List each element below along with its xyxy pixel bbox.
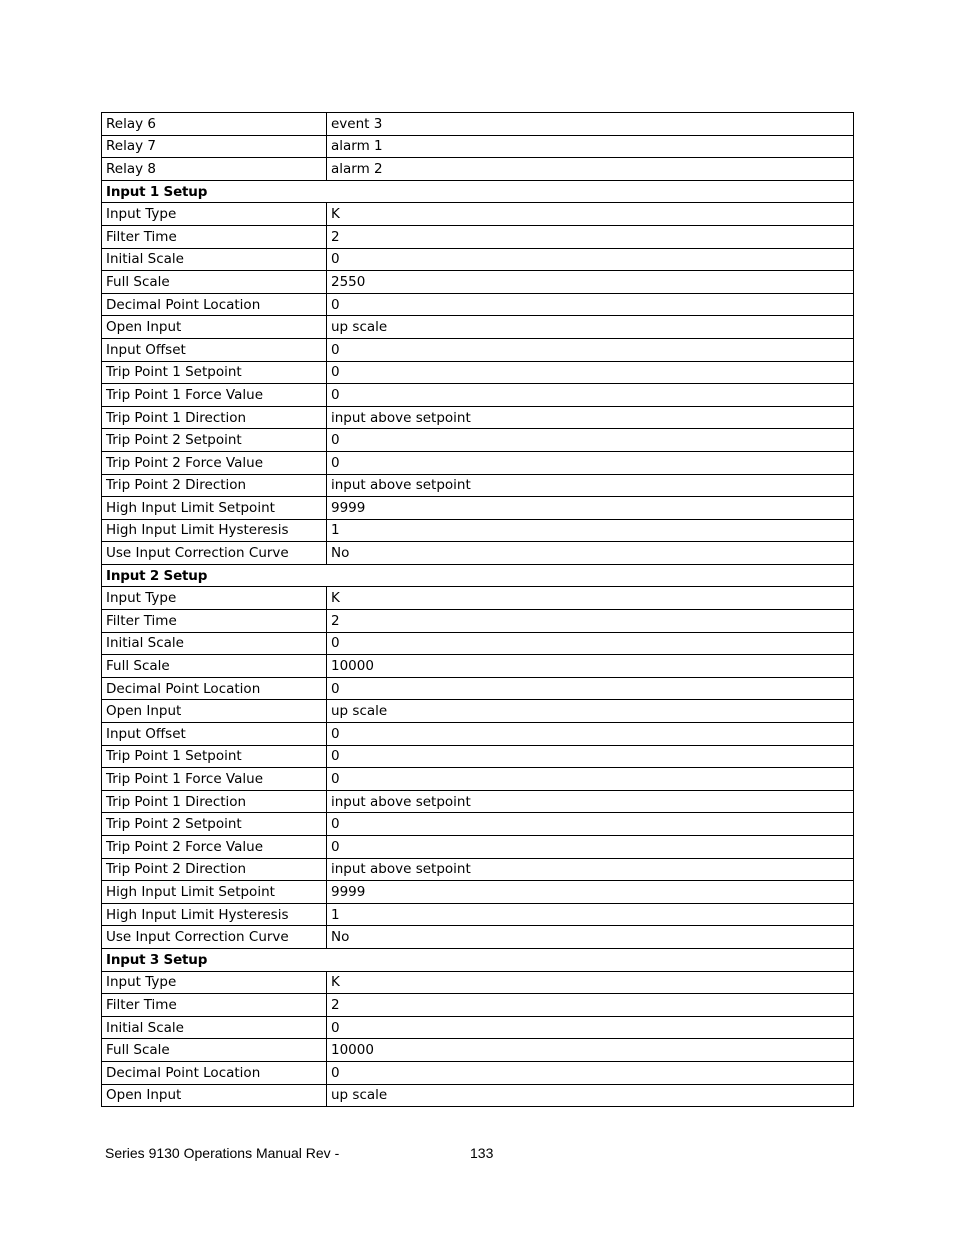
table-row: [102, 858, 854, 881]
table-row: [102, 542, 854, 565]
parameter-value: 0: [327, 1016, 854, 1039]
parameter-value: up scale: [327, 1084, 854, 1107]
table-row: [102, 406, 854, 429]
parameter-value: event 3: [327, 113, 854, 136]
parameter-value: K: [327, 971, 854, 994]
parameter-value: 2550: [327, 271, 854, 294]
parameter-name: Trip Point 1 Direction: [102, 790, 327, 813]
section-title: Input 3 Setup: [102, 948, 854, 971]
parameter-value: No: [327, 542, 854, 565]
parameter-value: No: [327, 926, 854, 949]
table-row: [102, 1084, 854, 1107]
table-row: [102, 225, 854, 248]
parameter-name: Decimal Point Location: [102, 677, 327, 700]
section-title: Input 1 Setup: [102, 180, 854, 203]
parameter-name: High Input Limit Hysteresis: [102, 903, 327, 926]
table-row: [102, 994, 854, 1017]
parameter-value: 0: [327, 836, 854, 859]
parameter-value: 0: [327, 745, 854, 768]
parameter-value: input above setpoint: [327, 858, 854, 881]
parameter-name: Open Input: [102, 1084, 327, 1107]
table-row: [102, 474, 854, 497]
parameter-name: Full Scale: [102, 655, 327, 678]
table-row: [102, 610, 854, 633]
parameter-value: 2: [327, 610, 854, 633]
table-row: [102, 429, 854, 452]
parameter-name: Decimal Point Location: [102, 293, 327, 316]
table-row: [102, 293, 854, 316]
parameter-value: input above setpoint: [327, 790, 854, 813]
settings-table-body: [102, 113, 854, 1107]
table-row: [102, 248, 854, 271]
table-row: [102, 384, 854, 407]
parameter-name: Trip Point 2 Direction: [102, 858, 327, 881]
table-row: [102, 451, 854, 474]
parameter-value: up scale: [327, 316, 854, 339]
parameter-name: Trip Point 1 Setpoint: [102, 361, 327, 384]
table-row: [102, 632, 854, 655]
parameter-value: input above setpoint: [327, 474, 854, 497]
table-row: [102, 158, 854, 181]
parameter-value: 0: [327, 248, 854, 271]
table-row: [102, 519, 854, 542]
table-row: [102, 655, 854, 678]
parameter-name: Trip Point 2 Setpoint: [102, 813, 327, 836]
parameter-value: 0: [327, 361, 854, 384]
parameter-name: Initial Scale: [102, 1016, 327, 1039]
table-row: [102, 1039, 854, 1062]
parameter-name: Trip Point 2 Setpoint: [102, 429, 327, 452]
parameter-value: 10000: [327, 1039, 854, 1062]
parameter-name: Input Type: [102, 587, 327, 610]
parameter-value: 10000: [327, 655, 854, 678]
parameter-value: alarm 1: [327, 135, 854, 158]
parameter-name: Trip Point 2 Direction: [102, 474, 327, 497]
table-row: [102, 587, 854, 610]
parameter-name: Initial Scale: [102, 632, 327, 655]
parameter-name: Decimal Point Location: [102, 1061, 327, 1084]
parameter-name: High Input Limit Setpoint: [102, 881, 327, 904]
section-header-row: [102, 948, 854, 971]
table-row: [102, 926, 854, 949]
parameter-value: 0: [327, 429, 854, 452]
table-row: [102, 135, 854, 158]
parameter-value: 0: [327, 384, 854, 407]
table-row: [102, 971, 854, 994]
section-title: Input 2 Setup: [102, 564, 854, 587]
parameter-name: Full Scale: [102, 1039, 327, 1062]
table-row: [102, 203, 854, 226]
footer-page-number: 133: [470, 1145, 494, 1161]
parameter-value: 0: [327, 768, 854, 791]
parameter-name: High Input Limit Setpoint: [102, 497, 327, 520]
table-row: [102, 790, 854, 813]
table-row: [102, 1016, 854, 1039]
table-row: [102, 903, 854, 926]
parameter-value: 2: [327, 225, 854, 248]
parameter-name: Full Scale: [102, 271, 327, 294]
parameter-name: Open Input: [102, 700, 327, 723]
parameter-value: 2: [327, 994, 854, 1017]
parameter-name: Filter Time: [102, 610, 327, 633]
parameter-value: 0: [327, 451, 854, 474]
parameter-name: Input Offset: [102, 338, 327, 361]
parameter-name: Trip Point 2 Force Value: [102, 836, 327, 859]
table-row: [102, 813, 854, 836]
section-header-row: [102, 564, 854, 587]
parameter-value: 9999: [327, 881, 854, 904]
parameter-name: Input Type: [102, 971, 327, 994]
parameter-value: 0: [327, 632, 854, 655]
table-row: [102, 1061, 854, 1084]
parameter-name: Use Input Correction Curve: [102, 926, 327, 949]
parameter-value: K: [327, 203, 854, 226]
parameter-name: Initial Scale: [102, 248, 327, 271]
parameter-name: Input Offset: [102, 723, 327, 746]
table-row: [102, 361, 854, 384]
parameter-value: 1: [327, 903, 854, 926]
parameter-name: Relay 8: [102, 158, 327, 181]
parameter-name: Input Type: [102, 203, 327, 226]
table-row: [102, 497, 854, 520]
parameter-value: input above setpoint: [327, 406, 854, 429]
parameter-value: 0: [327, 723, 854, 746]
parameter-name: Open Input: [102, 316, 327, 339]
parameter-value: 0: [327, 677, 854, 700]
parameter-name: Relay 6: [102, 113, 327, 136]
table-row: [102, 881, 854, 904]
table-row: [102, 271, 854, 294]
parameter-value: 0: [327, 813, 854, 836]
table-row: [102, 113, 854, 136]
table-row: [102, 768, 854, 791]
parameter-name: Trip Point 1 Direction: [102, 406, 327, 429]
parameter-name: Trip Point 1 Setpoint: [102, 745, 327, 768]
table-row: [102, 723, 854, 746]
table-row: [102, 677, 854, 700]
parameter-name: High Input Limit Hysteresis: [102, 519, 327, 542]
table-row: [102, 700, 854, 723]
parameter-value: up scale: [327, 700, 854, 723]
table-row: [102, 338, 854, 361]
parameter-value: K: [327, 587, 854, 610]
parameter-value: 9999: [327, 497, 854, 520]
footer-manual-title: Series 9130 Operations Manual Rev -: [105, 1145, 340, 1161]
parameter-value: 0: [327, 1061, 854, 1084]
parameter-name: Trip Point 1 Force Value: [102, 384, 327, 407]
parameter-name: Filter Time: [102, 225, 327, 248]
parameter-value: alarm 2: [327, 158, 854, 181]
section-header-row: [102, 180, 854, 203]
parameter-name: Trip Point 1 Force Value: [102, 768, 327, 791]
parameter-value: 0: [327, 293, 854, 316]
parameter-name: Relay 7: [102, 135, 327, 158]
parameter-value: 1: [327, 519, 854, 542]
parameter-value: 0: [327, 338, 854, 361]
settings-table: [101, 112, 854, 1107]
table-row: [102, 745, 854, 768]
table-row: [102, 836, 854, 859]
parameter-name: Filter Time: [102, 994, 327, 1017]
parameter-name: Trip Point 2 Force Value: [102, 451, 327, 474]
parameter-name: Use Input Correction Curve: [102, 542, 327, 565]
table-row: [102, 316, 854, 339]
